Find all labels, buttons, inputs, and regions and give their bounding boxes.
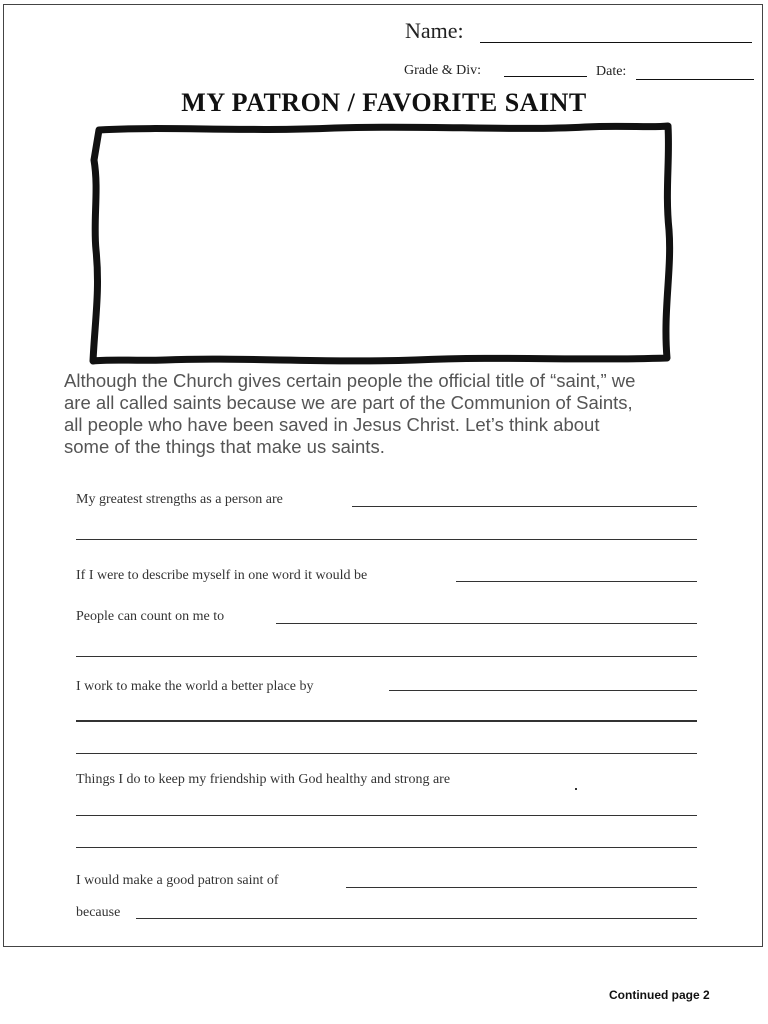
intro-line: are all called saints because we are part of the Communion of Saints,: [64, 392, 633, 413]
answer-line-better-world-2[interactable]: [76, 720, 697, 722]
date-label: Date:: [596, 64, 627, 79]
intro-paragraph: [64, 370, 714, 458]
prompt-better-world: I work to make the world a better place by: [76, 679, 314, 694]
answer-line-friendship[interactable]: [76, 815, 697, 816]
answer-line-better-world[interactable]: [389, 690, 697, 691]
prompt-friendship-with-god: Things I do to keep my friendship with God healthy and strong are: [76, 772, 451, 787]
stray-dot: [575, 788, 577, 790]
answer-line-strengths-2[interactable]: [76, 539, 697, 540]
answer-line-strengths[interactable]: [352, 506, 697, 507]
answer-line-patron-saint-of[interactable]: [346, 887, 697, 888]
grade-div-label: Grade & Div:: [404, 63, 481, 78]
answer-line-count-on-me-2[interactable]: [76, 656, 697, 657]
drawing-box[interactable]: [85, 120, 677, 370]
drawing-box-outline: [93, 126, 670, 361]
answer-line-one-word[interactable]: [456, 581, 697, 582]
prompt-one-word: If I were to describe myself in one word it would be: [76, 568, 368, 583]
answer-line-because[interactable]: [136, 918, 697, 919]
prompt-count-on-me: People can count on me to: [76, 609, 225, 624]
answer-line-friendship-2[interactable]: [76, 847, 697, 848]
grade-div-field[interactable]: [504, 76, 587, 77]
intro-line: Although the Church gives certain people the official title of “saint,” we: [64, 370, 636, 391]
intro-line: some of the things that make us saints.: [64, 436, 385, 457]
intro-line: all people who have been saved in Jesus Christ. Let’s think about: [64, 414, 600, 435]
prompt-because: because: [76, 905, 121, 920]
page-title: MY PATRON / FAVORITE SAINT: [181, 88, 587, 117]
prompt-patron-saint-of: I would make a good patron saint of: [76, 873, 279, 888]
answer-line-better-world-3[interactable]: [76, 753, 697, 754]
prompt-strengths: My greatest strengths as a person are: [76, 492, 283, 507]
name-field[interactable]: [480, 42, 752, 43]
continued-note: Continued page 2: [609, 988, 710, 1002]
name-label: Name:: [405, 18, 464, 43]
answer-line-count-on-me[interactable]: [276, 623, 697, 624]
date-field[interactable]: [636, 79, 754, 80]
